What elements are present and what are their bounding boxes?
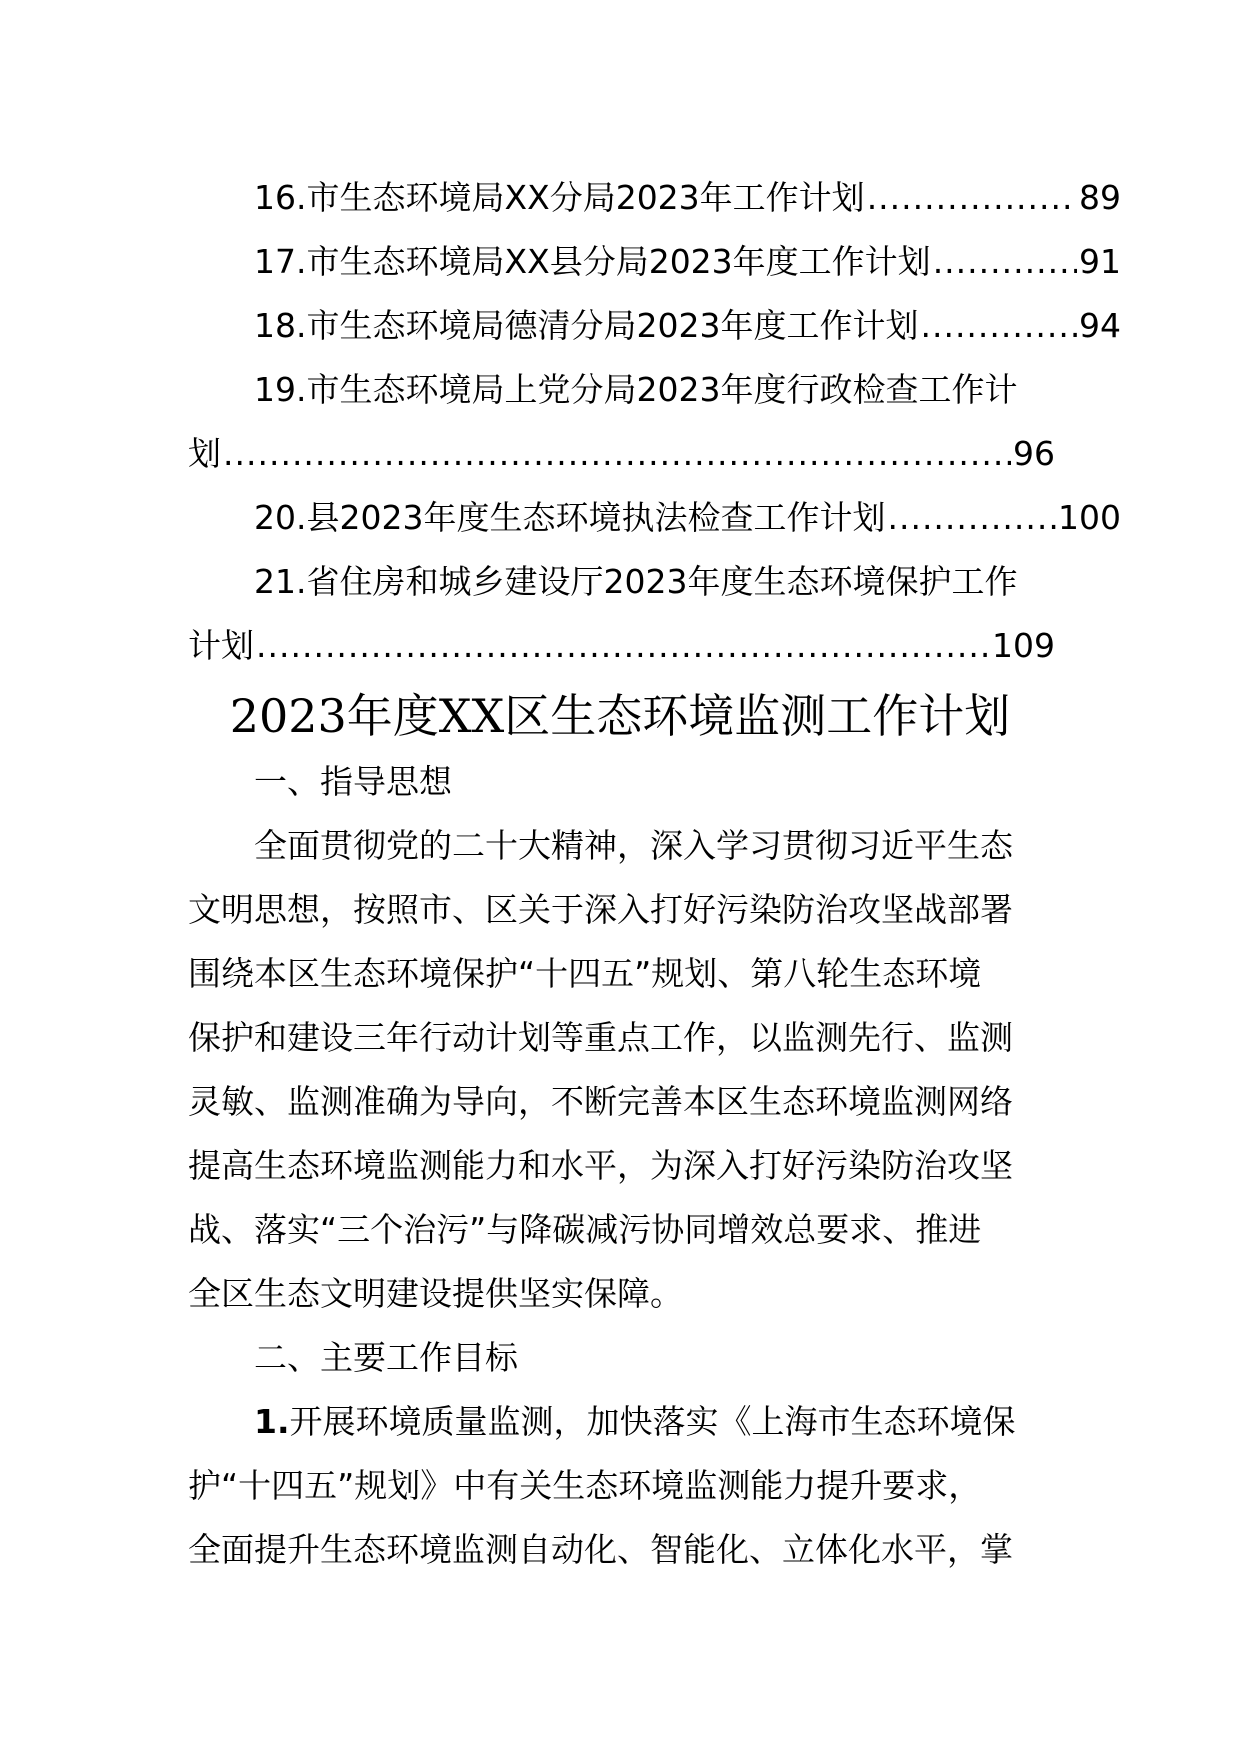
paragraph-line: 提高生态环境监测能力和水平，为深入打好污染防治攻坚: [188, 1146, 1013, 1185]
paragraph-line: [188, 1402, 1121, 1442]
toc-entry-label-continued: 计划: [188, 626, 254, 665]
toc-page-number: 96: [1013, 434, 1055, 473]
document-title: 2023年度XX区生态环境监测工作计划: [229, 689, 1011, 743]
toc-page-number: 94: [1079, 306, 1121, 345]
toc-page-number: 91: [1079, 242, 1121, 281]
toc-entry-16[interactable]: [188, 178, 1121, 218]
toc-entry-label: 21.省住房和城乡建设厅2023年度生态环境保护工作: [254, 562, 1018, 601]
toc-entry-label: 17.市生态环境局XX县分局2023年度工作计划: [254, 242, 931, 281]
paragraph-line: 护“十四五”规划》中有关生态环境监测能力提升要求，: [188, 1466, 982, 1505]
section-heading: 二、主要工作目标: [254, 1338, 518, 1377]
toc-leader-dots: [223, 434, 1011, 474]
toc-leader-dots: [256, 626, 990, 666]
toc-page-number: 100: [1058, 498, 1121, 537]
toc-entry-label: 16.市生态环境局XX分局2023年工作计划: [254, 178, 865, 217]
toc-entry-17[interactable]: [188, 242, 1121, 282]
paragraph-text: 开展环境质量监测，加快落实《上海市生态环境保: [289, 1402, 1016, 1441]
toc-entry-19-line2[interactable]: [188, 434, 1055, 474]
paragraph-line: 保护和建设三年行动计划等重点工作，以监测先行、监测: [188, 1018, 1013, 1057]
toc-entry-label: 19.市生态环境局上党分局2023年度行政检查工作计: [254, 370, 1018, 409]
toc-entry-21-line1[interactable]: [188, 562, 1121, 602]
paragraph-line: 围绕本区生态环境保护“十四五”规划、第八轮生态环境: [188, 954, 982, 993]
toc-entry-21-line2[interactable]: [188, 626, 1055, 666]
toc-entry-20[interactable]: [188, 498, 1121, 538]
toc-leader-dots: [887, 498, 1056, 538]
item-number: 1.: [254, 1402, 290, 1441]
toc-entry-label-continued: 划: [188, 434, 221, 473]
paragraph-line: 全面提升生态环境监测自动化、智能化、立体化水平，掌: [188, 1530, 1013, 1569]
paragraph-line: 全面贯彻党的二十大精神，深入学习贯彻习近平生态: [254, 826, 1013, 865]
toc-entry-19-line1[interactable]: [188, 370, 1121, 410]
section-heading: 一、指导思想: [254, 762, 452, 801]
toc-entry-18[interactable]: [188, 306, 1121, 346]
toc-leader-dots: [920, 306, 1077, 346]
paragraph-line: 文明思想，按照市、区关于深入打好污染防治攻坚战部署: [188, 890, 1013, 929]
paragraph-line: 战、落实“三个治污”与降碳减污协同增效总要求、推进: [188, 1210, 982, 1249]
toc-leader-dots: [867, 178, 1077, 218]
paragraph-line: 灵敏、监测准确为导向，不断完善本区生态环境监测网络: [188, 1082, 1013, 1121]
paragraph-line: 全区生态文明建设提供坚实保障。: [188, 1274, 683, 1313]
toc-page-number: 89: [1079, 178, 1121, 217]
toc-entry-label: 20.县2023年度生态环境执法检查工作计划: [254, 498, 886, 537]
toc-leader-dots: [933, 242, 1077, 282]
toc-entry-label: 18.市生态环境局德清分局2023年度工作计划: [254, 306, 919, 345]
toc-page-number: 109: [992, 626, 1055, 665]
